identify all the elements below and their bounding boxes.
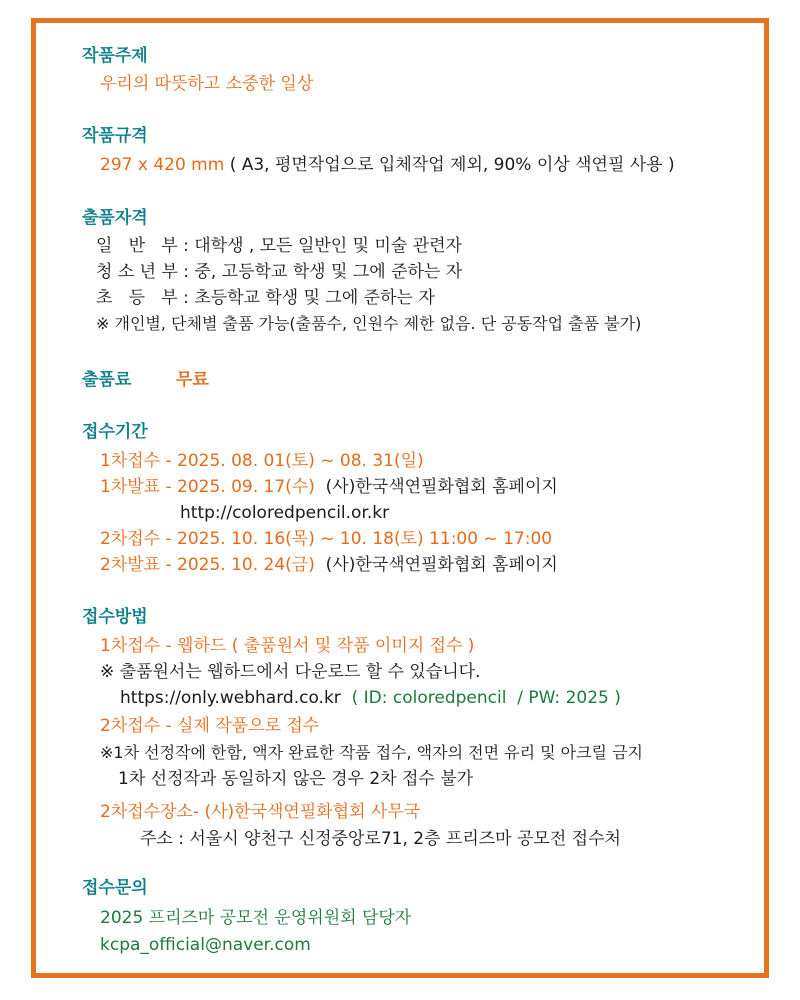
method-webhard-url[interactable]: https://only.webhard.co.kr — [120, 688, 341, 708]
eligibility-heading: 출품자격 — [82, 208, 148, 228]
period-first-announce — [100, 475, 558, 499]
spec-detail: ( A3, 평면작업으로 입체작업 제외, 90% 이상 색연필 사용 ) — [224, 155, 675, 175]
theme-value: 우리의 따뜻하고 소중한 일상 — [100, 74, 314, 94]
method-heading: 접수방법 — [82, 607, 148, 627]
eligibility-child-label: 초 등 부 : — [96, 288, 189, 308]
eligibility-child-value: 초등학교 학생 및 그에 준하는 자 — [188, 288, 435, 308]
eligibility-general-value: 대학생 , 모든 일반인 및 미술 관련자 — [188, 236, 462, 256]
period-first-announce-date: 1차발표 - 2025. 09. 17(수) — [100, 477, 315, 497]
method-place-title: 2차접수장소- (사)한국색연필화협회 사무국 — [100, 802, 421, 822]
spec-heading: 작품규격 — [82, 126, 148, 146]
eligibility-youth-label: 청 소 년 부 : — [96, 262, 190, 282]
spec-size: 297 x 420 mm — [100, 155, 225, 175]
eligibility-youth — [96, 260, 462, 284]
period-second-announce-where: (사)한국색연필화협회 홈페이지 — [314, 555, 558, 575]
theme-heading: 작품주제 — [82, 46, 148, 66]
eligibility-child — [96, 286, 435, 310]
period-second-announce-date: 2차발표 - 2025. 10. 24(금) — [100, 555, 315, 575]
method-first-note: ※ 출품원서는 웹하드에서 다운로드 할 수 있습니다. — [100, 662, 481, 682]
period-first-announce-where: (사)한국색연필화협회 홈페이지 — [314, 477, 558, 497]
contact-email[interactable]: kcpa_official@naver.com — [100, 935, 311, 955]
period-second-announce — [100, 553, 558, 577]
eligibility-youth-value: 중, 고등학교 학생 및 그에 준하는 자 — [189, 262, 463, 282]
method-address: 주소 : 서울시 양천구 신정중앙로71, 2층 프리즈마 공모전 접수처 — [140, 829, 621, 849]
contact-heading: 접수문의 — [82, 878, 148, 898]
period-homepage-url[interactable]: http://coloredpencil.or.kr — [180, 503, 390, 523]
period-first-receipt: 1차접수 - 2025. 08. 01(토) ~ 08. 31(일) — [100, 451, 424, 471]
spec-line — [100, 153, 675, 177]
eligibility-general — [96, 234, 462, 258]
contact-org: 2025 프리즈마 공모전 운영위원회 담당자 — [100, 908, 412, 928]
period-second-receipt: 2차접수 - 2025. 10. 16(목) ~ 10. 18(토) 11:00 ~ 17:00 — [100, 529, 553, 549]
method-webhard-line — [120, 686, 621, 710]
fee-heading: 출품료 — [82, 370, 132, 390]
eligibility-general-label: 일 반 부 : — [96, 236, 189, 256]
method-second-note-1: ※1차 선정작에 한함, 액자 완료한 작품 접수, 액자의 전면 유리 및 아크릴 금지 — [100, 743, 644, 762]
method-second-title: 2차접수 - 실제 작품으로 접수 — [100, 716, 320, 736]
method-first-title: 1차접수 - 웹하드 ( 출품원서 및 작품 이미지 접수 ) — [100, 636, 475, 656]
method-webhard-credentials: ( ID: coloredpencil / PW: 2025 ) — [340, 688, 621, 708]
eligibility-note: ※ 개인별, 단체별 출품 가능(출품수, 인원수 제한 없음. 단 공동작업 출품 불가) — [96, 314, 642, 333]
fee-value: 무료 — [176, 370, 209, 390]
period-heading: 접수기간 — [82, 422, 148, 442]
method-second-note-2: 1차 선정작과 동일하지 않은 경우 2차 접수 불가 — [118, 769, 474, 789]
